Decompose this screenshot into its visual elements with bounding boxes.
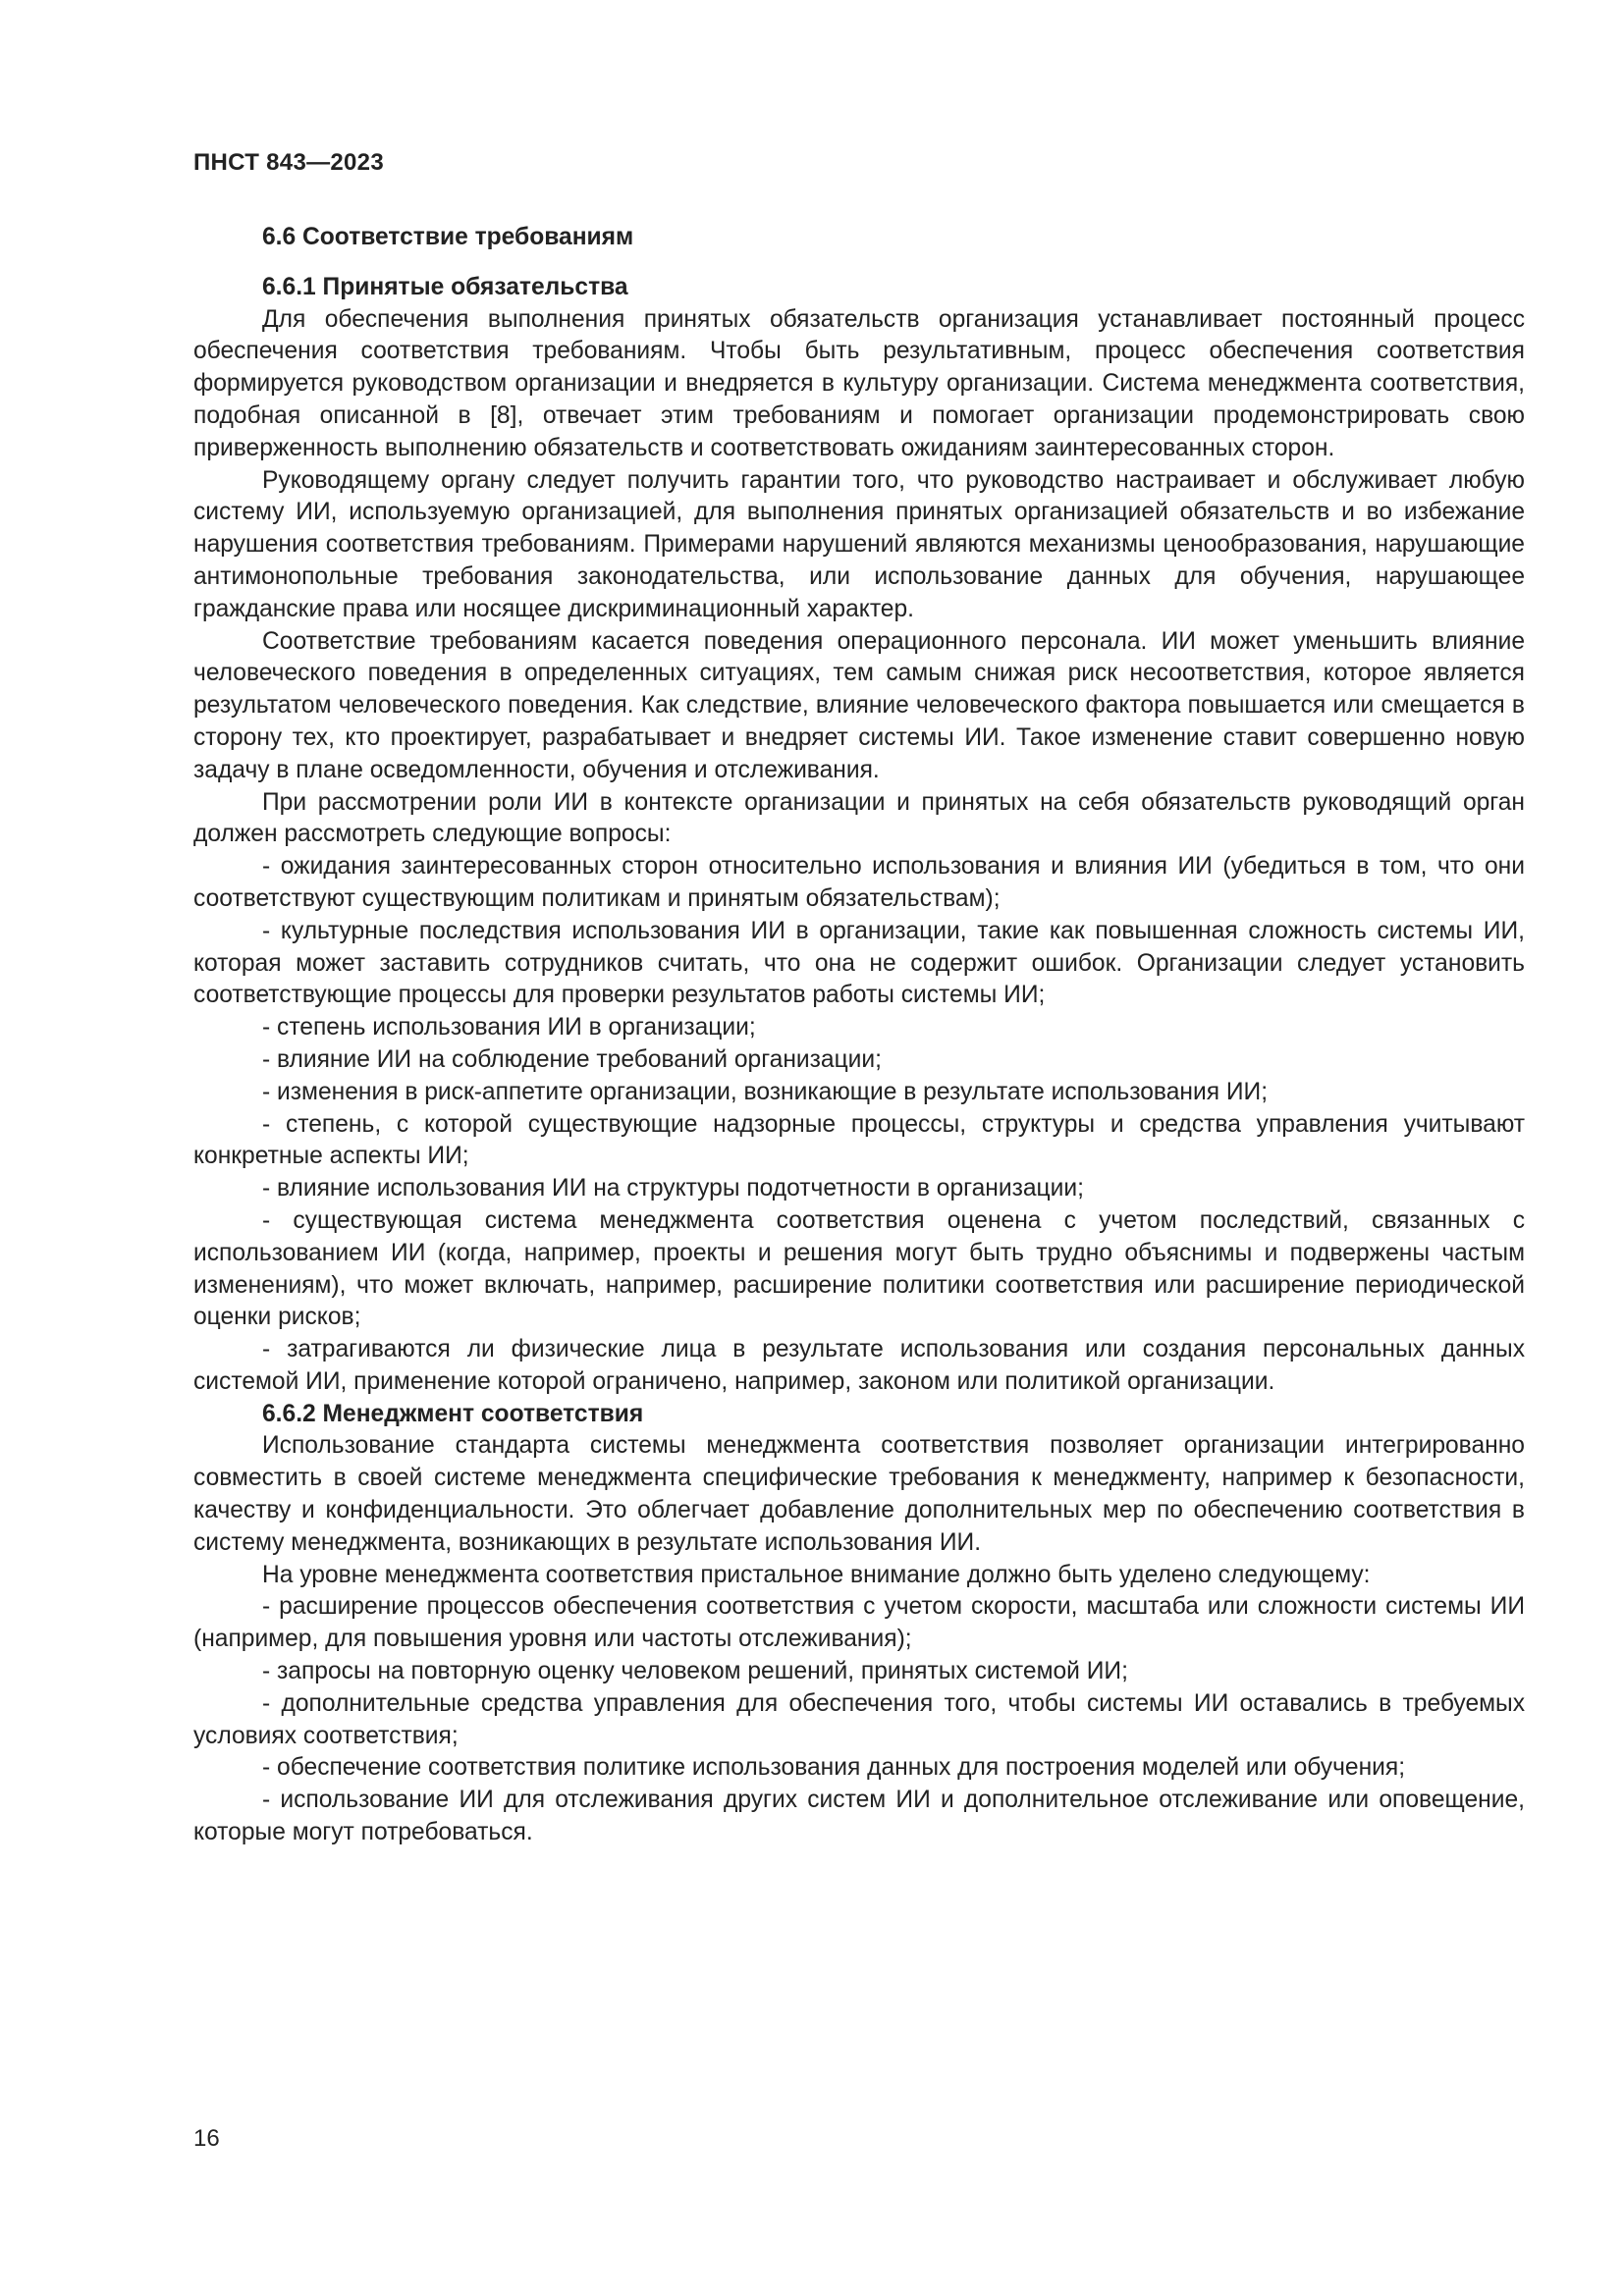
paragraph: При рассмотрении роли ИИ в контексте организации и принятых на себя обязательств руководящий орган должен рассмотреть следующие вопросы:	[193, 788, 1525, 848]
document-body	[193, 222, 1525, 1849]
paragraph: На уровне менеджмента соответствия пристальное внимание должно быть уделено следующему:	[262, 1561, 1371, 1588]
list-item: - обеспечение соответствия политике использования данных для построения моделей или обучения;	[262, 1754, 1406, 1782]
section-6-6-heading: 6.6 Соответствие требованиям	[262, 224, 634, 250]
paragraph: Соответствие требованиям касается поведения операционного персонала. ИИ может уменьшить влияние человеческого поведения в определенных ситуациях, тем самым снижая риск несоответствия, которое является результатом человеческого поведения. Как следствие, влияние человеческого фактора повышается или смещается в сторону тех, кто проектирует, разрабатывает и внедряет системы ИИ. Такое изменение ставит совершенно новую задачу в плане осведомленности, обучения и отслеживания.	[193, 627, 1525, 783]
list-item: - влияние использования ИИ на структуры подотчетности в организации;	[262, 1175, 1084, 1202]
paragraph: Руководящему органу следует получить гарантии того, что руководство настраивает и обслуживает любую систему ИИ, используемую организацией, для выполнения принятых организацией обязательств и во избежание нарушения соответствия требованиям. Примерами нарушений являются механизмы ценообразования, нарушающие антимонопольные требования законодательства, или использование данных для обучения, нарушающее гражданские права или носящее дискриминационный характер.	[193, 466, 1525, 622]
list-item: - существующая система менеджмента соответствия оценена с учетом последствий, связанных с использованием ИИ (когда, например, проекты и решения могут быть трудно объяснимы и подвержены частым изменениям), что может включать, например, расширение политики соответствия или расширение периодической оценки рисков;	[193, 1206, 1525, 1331]
list-item: - использование ИИ для отслеживания других систем ИИ и дополнительное отслеживание или оповещение, которые могут потребоваться.	[193, 1787, 1525, 1846]
document-page	[193, 0, 1525, 2296]
document-id-header: ПНСТ 843—2023	[193, 149, 384, 176]
list-item: - дополнительные средства управления для обеспечения того, чтобы системы ИИ оставались в требуемых условиях соответствия;	[193, 1689, 1525, 1749]
section-6-6-2-heading: 6.6.2 Менеджмент соответствия	[262, 1400, 644, 1427]
list-item: - затрагиваются ли физические лица в результате использования или создания персональных данных системой ИИ, применение которой ограничено, например, законом или политикой организации.	[193, 1336, 1525, 1395]
list-item: - изменения в риск-аппетите организации, возникающие в результате использования ИИ;	[262, 1078, 1269, 1105]
list-item: - влияние ИИ на соблюдение требований организации;	[262, 1045, 882, 1073]
list-item: - расширение процессов обеспечения соответствия с учетом скорости, масштаба или сложности системы ИИ (например, для повышения уровня или частоты отслеживания);	[193, 1593, 1525, 1653]
page-number: 16	[193, 2125, 220, 2152]
section-6-6-1-heading: 6.6.1 Принятые обязательства	[262, 273, 628, 300]
list-item: - культурные последствия использования ИИ в организации, такие как повышенная сложность системы ИИ, которая может заставить сотрудников считать, что она не содержит ошибок. Организации следует установить соответствующие процессы для проверки результатов работы системы ИИ;	[193, 917, 1525, 1009]
paragraph: Использование стандарта системы менеджмента соответствия позволяет организации интегрированно совместить в своей системе менеджмента специфические требования к менеджменту, например к безопасности, качеству и конфиденциальности. Это облегчает добавление дополнительных мер по обеспечению соответствия в систему менеджмента, возникающих в результате использования ИИ.	[193, 1432, 1525, 1556]
paragraph: Для обеспечения выполнения принятых обязательств организация устанавливает постоянный процесс обеспечения соответствия требованиям. Чтобы быть результативным, процесс обеспечения соответствия формируется руководством организации и внедряется в культуру организации. Система менеджмента соответствия, подобная описанной в [8], отвечает этим требованиям и помогает организации продемонстрировать свою приверженность выполнению обязательств и соответствовать ожиданиям заинтересованных сторон.	[193, 305, 1525, 461]
list-item: - степень использования ИИ в организации;	[262, 1014, 756, 1041]
list-item: - запросы на повторную оценку человеком решений, принятых системой ИИ;	[262, 1658, 1128, 1685]
list-item: - ожидания заинтересованных сторон относительно использования и влияния ИИ (убедиться в том, что они соответствуют существующим политикам и принятым обязательствам);	[193, 853, 1525, 912]
list-item: - степень, с которой существующие надзорные процессы, структуры и средства управления учитывают конкретные аспекты ИИ;	[193, 1110, 1525, 1170]
